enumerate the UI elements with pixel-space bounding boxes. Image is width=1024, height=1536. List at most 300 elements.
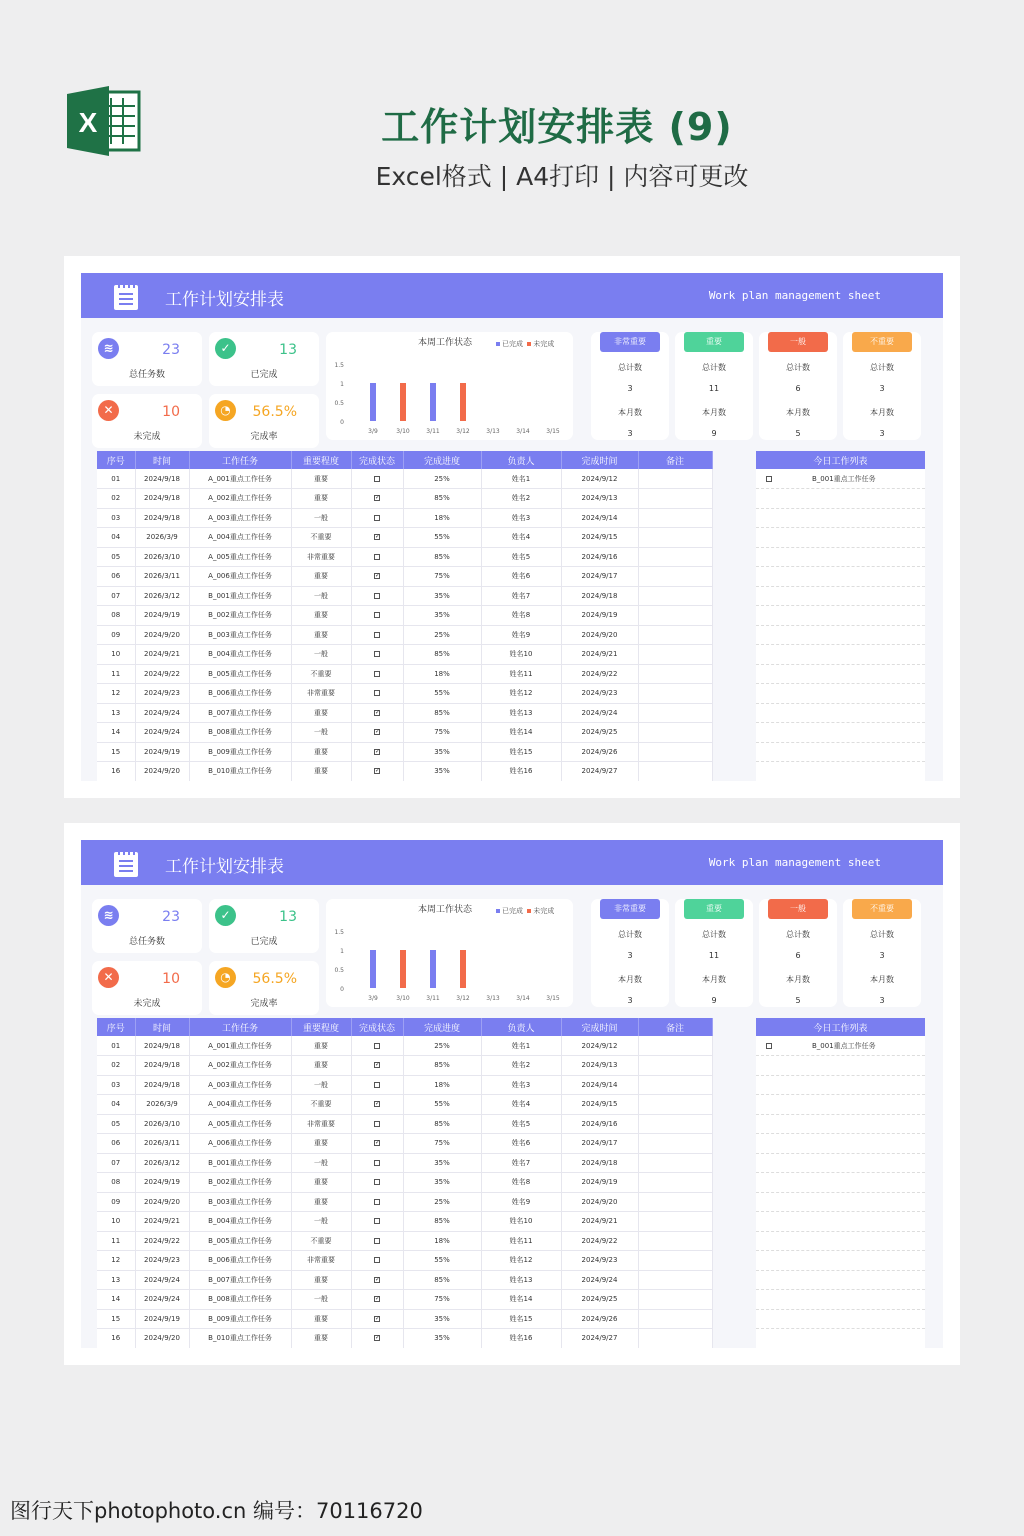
table-cell[interactable]: B_005重点工作任务 xyxy=(189,1231,291,1251)
list-item[interactable] xyxy=(756,469,925,489)
table-row[interactable] xyxy=(97,703,712,723)
table-cell[interactable]: B_006重点工作任务 xyxy=(189,1251,291,1271)
table-cell[interactable]: A_003重点工作任务 xyxy=(189,508,291,528)
table-cell[interactable]: 85% xyxy=(403,1270,481,1290)
status-cell[interactable] xyxy=(351,684,403,704)
table-cell[interactable]: 2024/9/24 xyxy=(135,723,189,743)
status-checkbox[interactable] xyxy=(374,1179,380,1185)
table-cell[interactable] xyxy=(638,1095,712,1115)
status-checkbox[interactable]: ✓ xyxy=(375,708,381,716)
table-cell[interactable]: B_005重点工作任务 xyxy=(189,664,291,684)
table-cell[interactable]: A_004重点工作任务 xyxy=(189,1095,291,1115)
table-row[interactable] xyxy=(97,1309,712,1329)
table-cell[interactable]: 一般 xyxy=(291,1212,351,1232)
table-cell[interactable]: 姓名3 xyxy=(481,508,561,528)
table-cell[interactable] xyxy=(638,664,712,684)
table-cell[interactable]: 姓名16 xyxy=(481,1329,561,1349)
table-cell[interactable]: B_004重点工作任务 xyxy=(189,1212,291,1232)
status-cell[interactable] xyxy=(351,664,403,684)
table-cell[interactable]: 02 xyxy=(97,1056,135,1076)
status-checkbox[interactable]: ✓ xyxy=(375,1295,381,1303)
table-cell[interactable] xyxy=(638,1075,712,1095)
table-cell[interactable]: 2024/9/18 xyxy=(135,1036,189,1056)
table-cell[interactable]: 2024/9/18 xyxy=(135,1075,189,1095)
table-cell[interactable]: 2024/9/25 xyxy=(561,723,638,743)
table-cell[interactable]: 16 xyxy=(97,762,135,782)
table-cell[interactable]: 05 xyxy=(97,547,135,567)
table-cell[interactable]: 2024/9/19 xyxy=(135,606,189,626)
table-cell[interactable]: 2024/9/18 xyxy=(135,489,189,509)
status-cell[interactable] xyxy=(351,1173,403,1193)
table-cell[interactable]: B_010重点工作任务 xyxy=(189,762,291,782)
table-cell[interactable]: 25% xyxy=(403,1192,481,1212)
table-cell[interactable]: B_001重点工作任务 xyxy=(189,586,291,606)
status-checkbox[interactable]: ✓ xyxy=(375,767,381,775)
status-cell[interactable] xyxy=(351,762,403,782)
status-cell[interactable] xyxy=(351,723,403,743)
table-cell[interactable]: 2024/9/15 xyxy=(561,528,638,548)
table-cell[interactable]: 09 xyxy=(97,1192,135,1212)
table-cell[interactable]: 2024/9/22 xyxy=(135,664,189,684)
table-cell[interactable] xyxy=(638,1329,712,1349)
table-cell[interactable]: 03 xyxy=(97,1075,135,1095)
table-cell[interactable]: B_009重点工作任务 xyxy=(189,742,291,762)
table-row[interactable] xyxy=(97,1075,712,1095)
table-cell[interactable] xyxy=(638,1134,712,1154)
table-cell[interactable]: 姓名11 xyxy=(481,664,561,684)
table-cell[interactable]: 07 xyxy=(97,586,135,606)
table-cell[interactable]: 2024/9/21 xyxy=(561,645,638,665)
table-cell[interactable]: 姓名1 xyxy=(481,1036,561,1056)
table-cell[interactable]: 2024/9/19 xyxy=(561,1173,638,1193)
status-cell[interactable] xyxy=(351,1309,403,1329)
table-cell[interactable]: 2024/9/16 xyxy=(561,547,638,567)
table-cell[interactable]: 85% xyxy=(403,1212,481,1232)
status-checkbox[interactable] xyxy=(374,671,380,677)
table-cell[interactable]: 75% xyxy=(403,1290,481,1310)
table-row[interactable] xyxy=(97,1212,712,1232)
table-cell[interactable]: 2024/9/21 xyxy=(135,645,189,665)
table-cell[interactable]: 姓名11 xyxy=(481,1231,561,1251)
table-cell[interactable]: 一般 xyxy=(291,1290,351,1310)
table-cell[interactable]: A_004重点工作任务 xyxy=(189,528,291,548)
table-cell[interactable]: 姓名8 xyxy=(481,606,561,626)
table-cell[interactable]: 2024/9/23 xyxy=(135,684,189,704)
table-cell[interactable]: 2026/3/11 xyxy=(135,1134,189,1154)
table-cell[interactable]: 2024/9/18 xyxy=(135,508,189,528)
status-cell[interactable] xyxy=(351,1251,403,1271)
table-cell[interactable]: 10 xyxy=(97,645,135,665)
table-cell[interactable]: 35% xyxy=(403,1309,481,1329)
table-cell[interactable]: 85% xyxy=(403,703,481,723)
table-cell[interactable]: 2024/9/20 xyxy=(135,1192,189,1212)
table-cell[interactable]: B_002重点工作任务 xyxy=(189,606,291,626)
table-cell[interactable]: 不重要 xyxy=(291,1231,351,1251)
table-cell[interactable]: 姓名4 xyxy=(481,528,561,548)
table-cell[interactable] xyxy=(638,1212,712,1232)
table-cell[interactable]: 2024/9/15 xyxy=(561,1095,638,1115)
status-checkbox[interactable]: ✓ xyxy=(375,1139,381,1147)
table-cell[interactable]: 2024/9/16 xyxy=(561,1114,638,1134)
table-cell[interactable]: 2024/9/19 xyxy=(561,606,638,626)
table-row[interactable] xyxy=(97,1153,712,1173)
table-cell[interactable]: 2024/9/20 xyxy=(135,762,189,782)
table-row[interactable] xyxy=(97,1270,712,1290)
table-cell[interactable]: 01 xyxy=(97,1036,135,1056)
table-row[interactable] xyxy=(97,586,712,606)
table-cell[interactable]: 姓名5 xyxy=(481,547,561,567)
table-cell[interactable] xyxy=(638,469,712,489)
table-row[interactable] xyxy=(97,1290,712,1310)
status-checkbox[interactable] xyxy=(374,593,380,599)
table-row[interactable] xyxy=(97,469,712,489)
status-cell[interactable] xyxy=(351,1036,403,1056)
table-cell[interactable]: 姓名9 xyxy=(481,1192,561,1212)
table-cell[interactable]: 2024/9/23 xyxy=(135,1251,189,1271)
table-cell[interactable]: B_009重点工作任务 xyxy=(189,1309,291,1329)
table-row[interactable] xyxy=(97,1231,712,1251)
table-cell[interactable]: 06 xyxy=(97,1134,135,1154)
table-cell[interactable]: 2024/9/20 xyxy=(561,625,638,645)
table-cell[interactable]: B_010重点工作任务 xyxy=(189,1329,291,1349)
table-cell[interactable]: 18% xyxy=(403,1075,481,1095)
table-cell[interactable]: 07 xyxy=(97,1153,135,1173)
table-cell[interactable]: A_005重点工作任务 xyxy=(189,1114,291,1134)
status-checkbox[interactable]: ✓ xyxy=(375,1061,381,1069)
table-cell[interactable]: A_006重点工作任务 xyxy=(189,1134,291,1154)
table-cell[interactable]: B_001重点工作任务 xyxy=(189,1153,291,1173)
table-cell[interactable]: 2024/9/22 xyxy=(135,1231,189,1251)
table-cell[interactable] xyxy=(638,703,712,723)
table-cell[interactable]: 18% xyxy=(403,1231,481,1251)
status-cell[interactable] xyxy=(351,1212,403,1232)
table-cell[interactable]: B_002重点工作任务 xyxy=(189,1173,291,1193)
table-cell[interactable]: 重要 xyxy=(291,1134,351,1154)
table-cell[interactable]: 2024/9/24 xyxy=(561,703,638,723)
table-cell[interactable]: 重要 xyxy=(291,703,351,723)
table-cell[interactable]: 重要 xyxy=(291,1056,351,1076)
table-cell[interactable]: 姓名9 xyxy=(481,625,561,645)
table-cell[interactable] xyxy=(638,625,712,645)
table-cell[interactable]: 重要 xyxy=(291,1270,351,1290)
table-row[interactable] xyxy=(97,508,712,528)
table-cell[interactable]: 重要 xyxy=(291,567,351,587)
table-cell[interactable]: 35% xyxy=(403,606,481,626)
table-cell[interactable]: 一般 xyxy=(291,1153,351,1173)
table-cell[interactable]: 2026/3/9 xyxy=(135,528,189,548)
table-cell[interactable] xyxy=(638,1114,712,1134)
table-cell[interactable]: 11 xyxy=(97,664,135,684)
table-cell[interactable]: 重要 xyxy=(291,606,351,626)
status-checkbox[interactable]: ✓ xyxy=(375,1275,381,1283)
table-cell[interactable] xyxy=(638,1036,712,1056)
table-cell[interactable]: 35% xyxy=(403,1153,481,1173)
table-row[interactable] xyxy=(97,528,712,548)
table-cell[interactable]: B_003重点工作任务 xyxy=(189,1192,291,1212)
table-row[interactable] xyxy=(97,1329,712,1349)
table-row[interactable] xyxy=(97,723,712,743)
status-checkbox[interactable] xyxy=(374,632,380,638)
table-row[interactable] xyxy=(97,684,712,704)
table-cell[interactable]: 重要 xyxy=(291,1309,351,1329)
table-cell[interactable] xyxy=(638,1231,712,1251)
table-cell[interactable]: 2024/9/27 xyxy=(561,1329,638,1349)
table-cell[interactable]: 重要 xyxy=(291,1036,351,1056)
table-cell[interactable]: 75% xyxy=(403,1134,481,1154)
table-cell[interactable]: 一般 xyxy=(291,586,351,606)
table-cell[interactable] xyxy=(638,1270,712,1290)
table-cell[interactable]: 重要 xyxy=(291,1192,351,1212)
table-cell[interactable]: A_001重点工作任务 xyxy=(189,469,291,489)
status-cell[interactable] xyxy=(351,1114,403,1134)
status-checkbox[interactable] xyxy=(374,1160,380,1166)
table-cell[interactable]: 05 xyxy=(97,1114,135,1134)
table-cell[interactable]: 2024/9/21 xyxy=(135,1212,189,1232)
table-row[interactable] xyxy=(97,1114,712,1134)
table-cell[interactable]: 2024/9/18 xyxy=(135,469,189,489)
status-cell[interactable] xyxy=(351,567,403,587)
table-cell[interactable]: 2024/9/12 xyxy=(561,469,638,489)
table-cell[interactable]: 2024/9/24 xyxy=(561,1270,638,1290)
table-cell[interactable]: B_006重点工作任务 xyxy=(189,684,291,704)
table-cell[interactable]: 14 xyxy=(97,1290,135,1310)
table-cell[interactable]: 2024/9/19 xyxy=(135,1173,189,1193)
table-cell[interactable]: 2024/9/24 xyxy=(135,1290,189,1310)
status-cell[interactable] xyxy=(351,1134,403,1154)
table-row[interactable] xyxy=(97,567,712,587)
table-row[interactable] xyxy=(97,664,712,684)
table-cell[interactable]: 18% xyxy=(403,664,481,684)
table-row[interactable] xyxy=(97,742,712,762)
status-checkbox[interactable]: ✓ xyxy=(375,533,381,541)
status-checkbox[interactable] xyxy=(374,612,380,618)
table-cell[interactable]: 非常重要 xyxy=(291,1114,351,1134)
status-cell[interactable] xyxy=(351,1095,403,1115)
table-row[interactable] xyxy=(97,1134,712,1154)
table-cell[interactable]: 35% xyxy=(403,586,481,606)
table-cell[interactable]: 姓名6 xyxy=(481,1134,561,1154)
table-cell[interactable]: A_006重点工作任务 xyxy=(189,567,291,587)
table-cell[interactable]: 重要 xyxy=(291,625,351,645)
table-cell[interactable]: 13 xyxy=(97,1270,135,1290)
table-cell[interactable]: 非常重要 xyxy=(291,547,351,567)
table-cell[interactable]: 姓名2 xyxy=(481,1056,561,1076)
table-cell[interactable]: 不重要 xyxy=(291,664,351,684)
table-cell[interactable] xyxy=(638,1290,712,1310)
table-cell[interactable]: 姓名14 xyxy=(481,723,561,743)
table-cell[interactable]: 2024/9/26 xyxy=(561,742,638,762)
table-cell[interactable]: 2024/9/19 xyxy=(135,1309,189,1329)
table-cell[interactable]: 85% xyxy=(403,1114,481,1134)
table-cell[interactable]: 35% xyxy=(403,742,481,762)
table-cell[interactable] xyxy=(638,586,712,606)
table-cell[interactable]: 姓名4 xyxy=(481,1095,561,1115)
status-checkbox[interactable] xyxy=(374,690,380,696)
table-cell[interactable]: 16 xyxy=(97,1329,135,1349)
table-cell[interactable]: 35% xyxy=(403,1173,481,1193)
table-cell[interactable]: 一般 xyxy=(291,723,351,743)
table-cell[interactable]: 2024/9/12 xyxy=(561,1036,638,1056)
table-cell[interactable]: 重要 xyxy=(291,469,351,489)
table-row[interactable] xyxy=(97,1173,712,1193)
table-cell[interactable]: 2024/9/18 xyxy=(561,586,638,606)
table-cell[interactable]: 一般 xyxy=(291,645,351,665)
table-cell[interactable]: 09 xyxy=(97,625,135,645)
today-checkbox[interactable] xyxy=(766,476,772,482)
table-cell[interactable]: 2024/9/23 xyxy=(561,1251,638,1271)
table-row[interactable] xyxy=(97,1056,712,1076)
table-cell[interactable]: 一般 xyxy=(291,508,351,528)
table-row[interactable] xyxy=(97,606,712,626)
table-cell[interactable]: B_004重点工作任务 xyxy=(189,645,291,665)
table-cell[interactable]: 2024/9/18 xyxy=(135,1056,189,1076)
table-cell[interactable]: A_001重点工作任务 xyxy=(189,1036,291,1056)
table-cell[interactable]: 重要 xyxy=(291,489,351,509)
table-cell[interactable] xyxy=(638,762,712,782)
status-cell[interactable] xyxy=(351,1231,403,1251)
table-cell[interactable]: B_008重点工作任务 xyxy=(189,723,291,743)
table-cell[interactable]: B_008重点工作任务 xyxy=(189,1290,291,1310)
table-cell[interactable] xyxy=(638,684,712,704)
table-cell[interactable]: 2024/9/17 xyxy=(561,1134,638,1154)
status-cell[interactable] xyxy=(351,489,403,509)
status-checkbox[interactable] xyxy=(374,554,380,560)
table-cell[interactable]: 2026/3/12 xyxy=(135,586,189,606)
table-cell[interactable]: 姓名6 xyxy=(481,567,561,587)
status-checkbox[interactable] xyxy=(374,515,380,521)
table-cell[interactable]: 姓名8 xyxy=(481,1173,561,1193)
status-checkbox[interactable] xyxy=(374,651,380,657)
table-row[interactable] xyxy=(97,1036,712,1056)
table-cell[interactable]: 2024/9/20 xyxy=(135,1329,189,1349)
table-cell[interactable] xyxy=(638,547,712,567)
table-cell[interactable]: 04 xyxy=(97,1095,135,1115)
status-cell[interactable] xyxy=(351,742,403,762)
table-cell[interactable]: 非常重要 xyxy=(291,1251,351,1271)
table-cell[interactable]: B_003重点工作任务 xyxy=(189,625,291,645)
today-checkbox[interactable] xyxy=(766,1043,772,1049)
table-cell[interactable]: 2024/9/13 xyxy=(561,1056,638,1076)
table-cell[interactable]: 2026/3/12 xyxy=(135,1153,189,1173)
table-cell[interactable]: 04 xyxy=(97,528,135,548)
status-checkbox[interactable] xyxy=(374,1257,380,1263)
table-row[interactable] xyxy=(97,1192,712,1212)
status-cell[interactable] xyxy=(351,547,403,567)
table-cell[interactable] xyxy=(638,606,712,626)
table-cell[interactable] xyxy=(638,567,712,587)
table-cell[interactable]: 2026/3/10 xyxy=(135,547,189,567)
table-cell[interactable]: 2026/3/11 xyxy=(135,567,189,587)
table-cell[interactable]: 35% xyxy=(403,762,481,782)
table-cell[interactable]: 2024/9/20 xyxy=(135,625,189,645)
table-cell[interactable]: 14 xyxy=(97,723,135,743)
table-cell[interactable]: 姓名2 xyxy=(481,489,561,509)
table-cell[interactable]: 55% xyxy=(403,684,481,704)
table-cell[interactable] xyxy=(638,1056,712,1076)
table-cell[interactable]: 15 xyxy=(97,742,135,762)
table-row[interactable] xyxy=(97,762,712,782)
status-cell[interactable] xyxy=(351,1290,403,1310)
table-cell[interactable]: 姓名10 xyxy=(481,1212,561,1232)
table-cell[interactable]: 姓名10 xyxy=(481,645,561,665)
table-row[interactable] xyxy=(97,489,712,509)
table-cell[interactable]: 姓名5 xyxy=(481,1114,561,1134)
status-cell[interactable] xyxy=(351,645,403,665)
table-cell[interactable]: 2024/9/26 xyxy=(561,1309,638,1329)
table-cell[interactable]: 25% xyxy=(403,469,481,489)
table-cell[interactable]: B_007重点工作任务 xyxy=(189,1270,291,1290)
table-cell[interactable]: 13 xyxy=(97,703,135,723)
table-cell[interactable]: 姓名12 xyxy=(481,684,561,704)
table-cell[interactable]: 姓名1 xyxy=(481,469,561,489)
table-cell[interactable]: 2024/9/17 xyxy=(561,567,638,587)
status-checkbox[interactable] xyxy=(374,1218,380,1224)
table-cell[interactable] xyxy=(638,645,712,665)
table-cell[interactable]: 2026/3/9 xyxy=(135,1095,189,1115)
status-cell[interactable] xyxy=(351,1056,403,1076)
table-cell[interactable]: 85% xyxy=(403,489,481,509)
status-cell[interactable] xyxy=(351,586,403,606)
table-cell[interactable] xyxy=(638,742,712,762)
table-cell[interactable]: 2024/9/25 xyxy=(561,1290,638,1310)
table-cell[interactable] xyxy=(638,489,712,509)
status-cell[interactable] xyxy=(351,625,403,645)
table-cell[interactable]: 姓名13 xyxy=(481,703,561,723)
status-checkbox[interactable]: ✓ xyxy=(375,1100,381,1108)
table-row[interactable] xyxy=(97,1095,712,1115)
status-checkbox[interactable] xyxy=(374,1238,380,1244)
status-cell[interactable] xyxy=(351,508,403,528)
list-item[interactable] xyxy=(756,1036,925,1056)
table-cell[interactable]: 姓名15 xyxy=(481,742,561,762)
table-cell[interactable]: 85% xyxy=(403,645,481,665)
table-cell[interactable]: 2024/9/19 xyxy=(135,742,189,762)
table-cell[interactable]: 2024/9/14 xyxy=(561,508,638,528)
table-cell[interactable] xyxy=(638,528,712,548)
table-cell[interactable] xyxy=(638,1153,712,1173)
table-cell[interactable]: 2024/9/18 xyxy=(561,1153,638,1173)
table-row[interactable] xyxy=(97,547,712,567)
table-cell[interactable]: B_007重点工作任务 xyxy=(189,703,291,723)
table-cell[interactable]: A_002重点工作任务 xyxy=(189,1056,291,1076)
table-cell[interactable] xyxy=(638,1173,712,1193)
table-cell[interactable]: 2024/9/22 xyxy=(561,1231,638,1251)
status-cell[interactable] xyxy=(351,703,403,723)
table-cell[interactable]: 2024/9/24 xyxy=(135,703,189,723)
table-cell[interactable]: 重要 xyxy=(291,742,351,762)
table-cell[interactable]: 非常重要 xyxy=(291,684,351,704)
table-cell[interactable]: 08 xyxy=(97,606,135,626)
status-checkbox[interactable] xyxy=(374,1043,380,1049)
table-cell[interactable]: 2024/9/24 xyxy=(135,1270,189,1290)
table-cell[interactable] xyxy=(638,1251,712,1271)
table-cell[interactable]: 11 xyxy=(97,1231,135,1251)
table-cell[interactable] xyxy=(638,1309,712,1329)
table-cell[interactable] xyxy=(638,1192,712,1212)
status-checkbox[interactable]: ✓ xyxy=(375,494,381,502)
table-cell[interactable]: 35% xyxy=(403,1329,481,1349)
status-checkbox[interactable] xyxy=(374,1199,380,1205)
table-row[interactable] xyxy=(97,1251,712,1271)
table-cell[interactable]: 55% xyxy=(403,1095,481,1115)
table-cell[interactable]: 12 xyxy=(97,1251,135,1271)
table-cell[interactable]: 08 xyxy=(97,1173,135,1193)
table-cell[interactable]: 25% xyxy=(403,1036,481,1056)
table-cell[interactable]: 2024/9/27 xyxy=(561,762,638,782)
table-cell[interactable]: 2024/9/20 xyxy=(561,1192,638,1212)
table-cell[interactable]: 姓名13 xyxy=(481,1270,561,1290)
status-checkbox[interactable] xyxy=(374,476,380,482)
